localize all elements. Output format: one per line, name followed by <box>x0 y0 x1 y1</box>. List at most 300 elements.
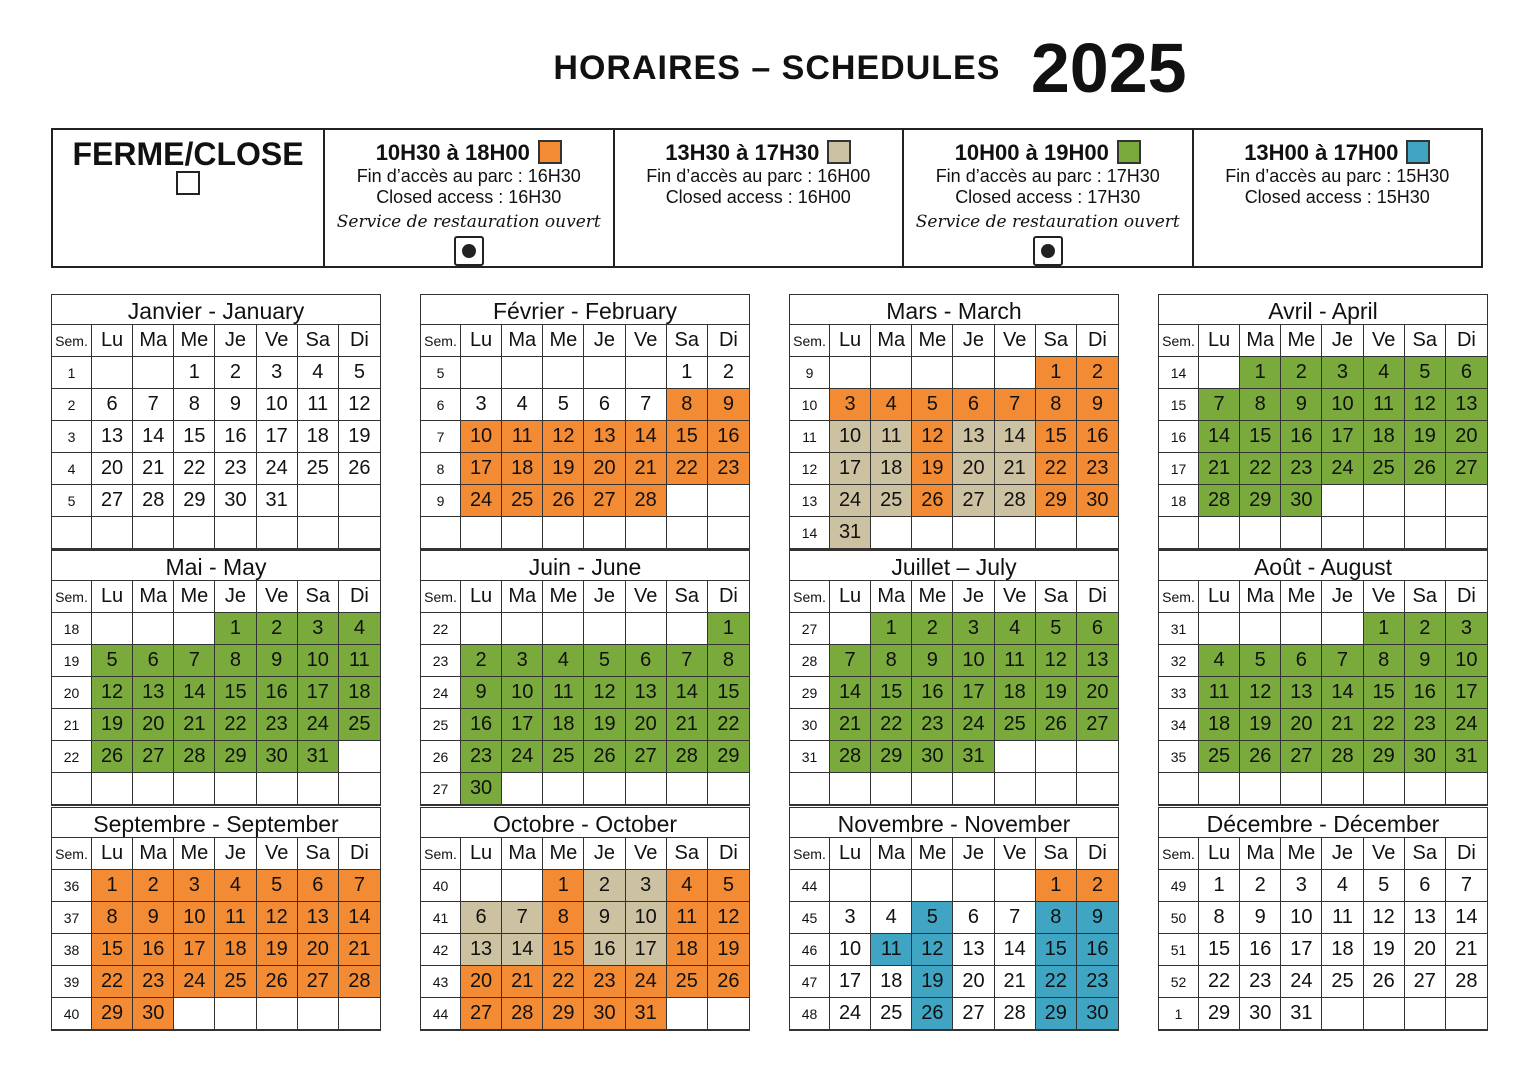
day-cell: 26 <box>257 966 298 998</box>
day-cell: 13 <box>626 677 667 709</box>
weekday-header: Sa <box>1405 581 1446 613</box>
day-cell: 17 <box>1322 421 1363 453</box>
day-cell: 1 <box>1199 870 1240 902</box>
week-number: 44 <box>421 998 461 1030</box>
weekday-header: Ma <box>1240 838 1281 870</box>
day-cell: 10 <box>174 902 215 934</box>
day-cell: 23 <box>1281 453 1322 485</box>
day-cell: 20 <box>92 453 133 485</box>
month-name: Novembre - November <box>790 808 1118 838</box>
weekday-header: Lu <box>92 325 133 357</box>
day-cell: 14 <box>830 677 871 709</box>
week-column-header: Sem. <box>1159 581 1199 613</box>
week-column-header: Sem. <box>52 581 92 613</box>
day-cell: 4 <box>215 870 256 902</box>
week-column-header: Sem. <box>52 325 92 357</box>
weekday-header: Ma <box>871 838 912 870</box>
day-cell: 16 <box>584 934 625 966</box>
month-calendar <box>51 807 381 1031</box>
week-number: 6 <box>421 389 461 421</box>
month-name: Octobre - October <box>421 808 749 838</box>
day-cell: 9 <box>1077 902 1118 934</box>
day-cell: 4 <box>1364 357 1405 389</box>
day-cell: 16 <box>1077 421 1118 453</box>
day-cell: 26 <box>1240 741 1281 773</box>
day-cell: 31 <box>830 517 871 549</box>
week-number: 7 <box>421 421 461 453</box>
day-cell: 7 <box>1199 389 1240 421</box>
week-number: 44 <box>790 870 830 902</box>
month-name: Mars - March <box>790 295 1118 325</box>
day-cell: 18 <box>871 966 912 998</box>
weekday-header: Me <box>543 325 584 357</box>
weekday-header: Ma <box>133 325 174 357</box>
day-cell: 18 <box>871 453 912 485</box>
weekday-header: Lu <box>461 838 502 870</box>
day-cell: 17 <box>298 677 339 709</box>
weekday-header: Di <box>1077 581 1118 613</box>
day-cell: 2 <box>584 870 625 902</box>
weekday-header: Ve <box>1364 581 1405 613</box>
weekday-header: Sa <box>667 581 708 613</box>
day-cell <box>92 613 133 645</box>
day-cell <box>708 998 749 1030</box>
day-cell: 1 <box>1364 613 1405 645</box>
weekday-header: Ma <box>502 838 543 870</box>
weekday-header: Di <box>1446 581 1487 613</box>
day-cell: 21 <box>339 934 380 966</box>
day-cell: 29 <box>1364 741 1405 773</box>
day-cell: 9 <box>1240 902 1281 934</box>
day-cell <box>1240 773 1281 805</box>
weekday-header: Je <box>953 838 994 870</box>
day-cell: 25 <box>215 966 256 998</box>
day-cell: 5 <box>1405 357 1446 389</box>
day-cell: 22 <box>1240 453 1281 485</box>
day-cell <box>1077 741 1118 773</box>
day-cell <box>174 998 215 1030</box>
weekday-header: Me <box>543 838 584 870</box>
legend-closed <box>53 130 323 266</box>
day-cell: 7 <box>626 389 667 421</box>
day-cell <box>830 357 871 389</box>
legend-closed-title: FERME/CLOSE <box>72 136 304 172</box>
week-number: 34 <box>1159 709 1199 741</box>
weekday-header: Lu <box>92 581 133 613</box>
day-cell: 28 <box>133 485 174 517</box>
day-cell: 5 <box>584 645 625 677</box>
day-cell: 20 <box>953 966 994 998</box>
weekday-header: Me <box>1281 838 1322 870</box>
weekday-header: Sa <box>1405 325 1446 357</box>
day-cell: 4 <box>339 613 380 645</box>
day-cell <box>461 613 502 645</box>
day-cell: 29 <box>1036 485 1077 517</box>
month-calendar <box>1158 807 1488 1031</box>
day-cell: 7 <box>174 645 215 677</box>
day-cell <box>502 357 543 389</box>
day-cell: 25 <box>1322 966 1363 998</box>
day-cell <box>1036 517 1077 549</box>
week-column-header: Sem. <box>790 325 830 357</box>
week-number: 30 <box>790 709 830 741</box>
month-calendar <box>789 550 1119 806</box>
weekday-header: Ma <box>871 581 912 613</box>
day-cell: 21 <box>174 709 215 741</box>
day-cell: 17 <box>502 709 543 741</box>
day-cell: 14 <box>1446 902 1487 934</box>
day-cell <box>1364 998 1405 1030</box>
day-cell: 8 <box>1199 902 1240 934</box>
day-cell: 12 <box>708 902 749 934</box>
day-cell: 30 <box>1077 998 1118 1030</box>
weekday-header: Me <box>543 581 584 613</box>
day-cell: 16 <box>215 421 256 453</box>
day-cell <box>667 485 708 517</box>
day-cell <box>215 998 256 1030</box>
weekday-header: Ma <box>502 581 543 613</box>
day-cell: 25 <box>339 709 380 741</box>
day-cell: 28 <box>339 966 380 998</box>
month-days-grid <box>1159 581 1487 805</box>
weekday-header: Me <box>174 325 215 357</box>
day-cell: 5 <box>92 645 133 677</box>
week-number: 11 <box>790 421 830 453</box>
day-cell: 25 <box>871 998 912 1030</box>
day-cell: 24 <box>953 709 994 741</box>
weekday-header: Sa <box>667 838 708 870</box>
day-cell: 20 <box>953 453 994 485</box>
day-cell: 7 <box>1322 645 1363 677</box>
day-cell: 27 <box>1281 741 1322 773</box>
day-cell: 28 <box>626 485 667 517</box>
day-cell: 26 <box>1036 709 1077 741</box>
weekday-header: Lu <box>830 838 871 870</box>
day-cell: 10 <box>298 645 339 677</box>
day-cell <box>461 357 502 389</box>
day-cell: 5 <box>1036 613 1077 645</box>
week-number <box>1159 517 1199 549</box>
day-cell: 29 <box>1199 998 1240 1030</box>
day-cell: 6 <box>1405 870 1446 902</box>
day-cell: 8 <box>543 902 584 934</box>
day-cell <box>502 870 543 902</box>
day-cell <box>667 998 708 1030</box>
day-cell: 3 <box>830 389 871 421</box>
day-cell: 29 <box>1036 998 1077 1030</box>
day-cell: 13 <box>1281 677 1322 709</box>
day-cell <box>1322 613 1363 645</box>
day-cell: 1 <box>174 357 215 389</box>
day-cell: 17 <box>830 966 871 998</box>
day-cell: 11 <box>871 421 912 453</box>
day-cell: 10 <box>1446 645 1487 677</box>
day-cell: 2 <box>1405 613 1446 645</box>
day-cell: 17 <box>626 934 667 966</box>
day-cell: 21 <box>133 453 174 485</box>
day-cell: 1 <box>92 870 133 902</box>
day-cell: 30 <box>584 998 625 1030</box>
day-cell: 24 <box>1322 453 1363 485</box>
weekday-header: Lu <box>92 838 133 870</box>
weekday-header: Ve <box>257 325 298 357</box>
day-cell <box>461 517 502 549</box>
day-cell <box>215 773 256 805</box>
week-number: 10 <box>790 389 830 421</box>
weekday-header: Ve <box>1364 325 1405 357</box>
day-cell <box>871 357 912 389</box>
day-cell: 21 <box>667 709 708 741</box>
weekday-header: Lu <box>1199 838 1240 870</box>
day-cell: 31 <box>953 741 994 773</box>
weekday-header: Sa <box>298 838 339 870</box>
month-name: Juin - June <box>421 551 749 581</box>
day-cell: 7 <box>830 645 871 677</box>
day-cell: 25 <box>871 485 912 517</box>
day-cell <box>1405 517 1446 549</box>
day-cell: 27 <box>953 998 994 1030</box>
day-cell: 4 <box>502 389 543 421</box>
day-cell: 3 <box>502 645 543 677</box>
day-cell: 26 <box>1405 453 1446 485</box>
weekday-header: Ma <box>1240 581 1281 613</box>
day-cell: 13 <box>1446 389 1487 421</box>
day-cell: 16 <box>1405 677 1446 709</box>
day-cell <box>1199 613 1240 645</box>
day-cell: 7 <box>133 389 174 421</box>
week-number: 35 <box>1159 741 1199 773</box>
day-cell: 11 <box>667 902 708 934</box>
week-number: 29 <box>790 677 830 709</box>
day-cell: 10 <box>626 902 667 934</box>
day-cell: 3 <box>953 613 994 645</box>
weekday-header: Di <box>708 325 749 357</box>
day-cell <box>953 517 994 549</box>
day-cell <box>708 485 749 517</box>
day-cell: 4 <box>298 357 339 389</box>
day-cell <box>257 517 298 549</box>
weekday-header: Me <box>174 838 215 870</box>
weekday-header: Lu <box>830 325 871 357</box>
weekday-header: Me <box>912 325 953 357</box>
day-cell: 19 <box>339 421 380 453</box>
day-cell <box>1077 773 1118 805</box>
day-cell: 24 <box>1446 709 1487 741</box>
week-number: 43 <box>421 966 461 998</box>
weekday-header: Me <box>912 838 953 870</box>
weekday-header: Di <box>1077 838 1118 870</box>
weekday-header: Je <box>584 838 625 870</box>
legend-orange-service: Service de restauration ouvert <box>336 212 601 232</box>
day-cell: 19 <box>912 966 953 998</box>
day-cell <box>543 517 584 549</box>
day-cell: 29 <box>708 741 749 773</box>
day-cell: 2 <box>133 870 174 902</box>
day-cell: 12 <box>1240 677 1281 709</box>
day-cell <box>995 870 1036 902</box>
day-cell: 26 <box>912 998 953 1030</box>
day-cell <box>339 998 380 1030</box>
day-cell <box>1199 517 1240 549</box>
weekday-header: Sa <box>1036 838 1077 870</box>
day-cell: 18 <box>995 677 1036 709</box>
week-number: 5 <box>52 485 92 517</box>
day-cell <box>298 998 339 1030</box>
legend-green-line1: Fin d’accès au parc : 17H30 <box>935 166 1160 186</box>
legend-orange <box>323 130 613 266</box>
day-cell <box>667 517 708 549</box>
day-cell: 18 <box>1322 934 1363 966</box>
day-cell: 16 <box>708 421 749 453</box>
day-cell: 3 <box>257 357 298 389</box>
day-cell: 3 <box>830 902 871 934</box>
month-name: Avril - April <box>1159 295 1487 325</box>
day-cell: 6 <box>1446 357 1487 389</box>
day-cell <box>1281 517 1322 549</box>
day-cell: 5 <box>257 870 298 902</box>
day-cell <box>461 870 502 902</box>
day-cell: 25 <box>1364 453 1405 485</box>
day-cell: 24 <box>257 453 298 485</box>
day-cell: 26 <box>543 485 584 517</box>
day-cell: 22 <box>174 453 215 485</box>
day-cell: 19 <box>1036 677 1077 709</box>
day-cell: 28 <box>995 998 1036 1030</box>
day-cell: 21 <box>830 709 871 741</box>
day-cell: 7 <box>1446 870 1487 902</box>
day-cell: 30 <box>1281 485 1322 517</box>
weekday-header: Sa <box>667 325 708 357</box>
day-cell: 24 <box>174 966 215 998</box>
day-cell <box>708 773 749 805</box>
week-number: 51 <box>1159 934 1199 966</box>
day-cell: 23 <box>584 966 625 998</box>
day-cell: 15 <box>667 421 708 453</box>
week-number: 40 <box>421 870 461 902</box>
day-cell: 26 <box>584 741 625 773</box>
day-cell <box>502 517 543 549</box>
day-cell: 21 <box>1199 453 1240 485</box>
weekday-header: Je <box>215 838 256 870</box>
day-cell: 19 <box>912 453 953 485</box>
day-cell: 23 <box>1077 966 1118 998</box>
month-name: Septembre - September <box>52 808 380 838</box>
day-cell: 20 <box>626 709 667 741</box>
day-cell: 21 <box>995 453 1036 485</box>
day-cell: 16 <box>257 677 298 709</box>
day-cell: 4 <box>1322 870 1363 902</box>
week-number: 27 <box>790 613 830 645</box>
day-cell: 30 <box>1405 741 1446 773</box>
day-cell: 8 <box>1036 902 1077 934</box>
legend-beige <box>613 130 903 266</box>
week-number: 14 <box>1159 357 1199 389</box>
day-cell <box>953 773 994 805</box>
week-number: 3 <box>52 421 92 453</box>
legend-blue <box>1192 130 1482 266</box>
day-cell: 17 <box>953 677 994 709</box>
day-cell: 12 <box>543 421 584 453</box>
day-cell: 17 <box>257 421 298 453</box>
day-cell: 15 <box>871 677 912 709</box>
orange-swatch <box>538 140 562 164</box>
day-cell: 12 <box>584 677 625 709</box>
day-cell: 4 <box>543 645 584 677</box>
week-number <box>52 773 92 805</box>
day-cell: 18 <box>339 677 380 709</box>
day-cell <box>1240 517 1281 549</box>
week-number: 1 <box>52 357 92 389</box>
legend-green-hours: 10H00 à 19H00 <box>954 140 1109 165</box>
day-cell: 6 <box>953 389 994 421</box>
day-cell: 19 <box>1240 709 1281 741</box>
week-column-header: Sem. <box>1159 838 1199 870</box>
day-cell: 18 <box>502 453 543 485</box>
week-number: 27 <box>421 773 461 805</box>
day-cell: 16 <box>1240 934 1281 966</box>
day-cell: 3 <box>174 870 215 902</box>
day-cell: 19 <box>584 709 625 741</box>
day-cell: 12 <box>1405 389 1446 421</box>
day-cell <box>92 773 133 805</box>
day-cell: 7 <box>339 870 380 902</box>
week-column-header: Sem. <box>421 325 461 357</box>
day-cell: 2 <box>215 357 256 389</box>
weekday-header: Di <box>339 581 380 613</box>
day-cell: 20 <box>1405 934 1446 966</box>
weekday-header: Ma <box>133 581 174 613</box>
day-cell: 5 <box>339 357 380 389</box>
week-number: 36 <box>52 870 92 902</box>
day-cell <box>1322 517 1363 549</box>
month-name: Décembre - Décember <box>1159 808 1487 838</box>
day-cell: 18 <box>298 421 339 453</box>
weekday-header: Ve <box>626 581 667 613</box>
day-cell <box>871 870 912 902</box>
month-days-grid <box>52 838 380 1030</box>
day-cell: 26 <box>912 485 953 517</box>
day-cell: 12 <box>912 934 953 966</box>
day-cell: 14 <box>667 677 708 709</box>
day-cell: 9 <box>708 389 749 421</box>
day-cell: 17 <box>830 453 871 485</box>
day-cell: 18 <box>215 934 256 966</box>
day-cell: 15 <box>708 677 749 709</box>
green-swatch <box>1117 140 1141 164</box>
day-cell <box>667 773 708 805</box>
day-cell: 28 <box>995 485 1036 517</box>
week-number: 2 <box>52 389 92 421</box>
day-cell: 9 <box>1281 389 1322 421</box>
legend <box>51 128 1483 268</box>
day-cell: 28 <box>1446 966 1487 998</box>
day-cell: 23 <box>133 966 174 998</box>
day-cell: 22 <box>1199 966 1240 998</box>
weekday-header: Sa <box>298 325 339 357</box>
day-cell <box>584 613 625 645</box>
day-cell: 5 <box>543 389 584 421</box>
day-cell: 28 <box>502 998 543 1030</box>
day-cell: 24 <box>461 485 502 517</box>
day-cell: 28 <box>830 741 871 773</box>
day-cell: 25 <box>298 453 339 485</box>
day-cell <box>133 517 174 549</box>
day-cell <box>667 613 708 645</box>
day-cell <box>708 517 749 549</box>
week-number: 23 <box>421 645 461 677</box>
day-cell: 23 <box>461 741 502 773</box>
week-number: 20 <box>52 677 92 709</box>
